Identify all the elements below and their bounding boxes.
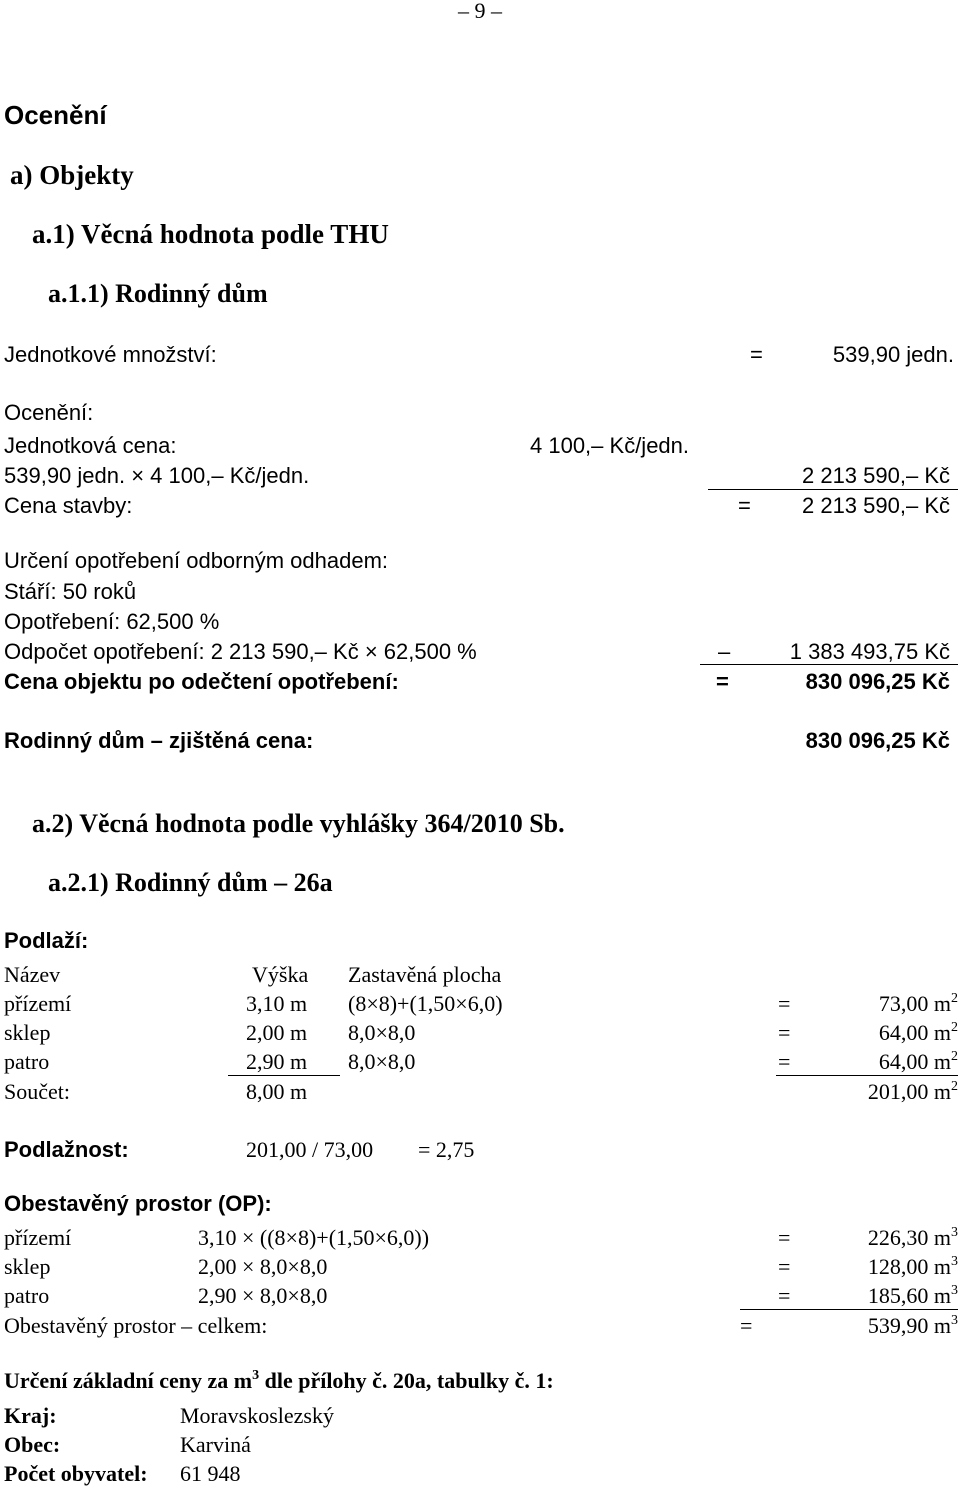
cena-stavby-eq: = <box>738 493 751 518</box>
podlazi-row-value: 64,00 m <box>878 1049 951 1074</box>
unit-exponent: 3 <box>951 1313 958 1328</box>
calc-label: 539,90 jedn. × 4 100,– Kč/jedn. <box>4 463 310 488</box>
odpocet-label: Odpočet opotřebení: 2 213 590,– Kč × 62,500 % <box>4 639 477 664</box>
zjistena-cena-label: Rodinný dům – zjištěná cena: <box>4 728 314 753</box>
op-row-eq: = <box>778 1225 791 1250</box>
jednotkove-mnozstvi-label: Jednotkové množství: <box>4 342 217 367</box>
jednotkove-mnozstvi-value: 539,90 jedn. <box>832 342 954 367</box>
heading-rodinny-dum: a.1.1) Rodinný dům <box>48 279 268 308</box>
jednotkova-cena-value: 4 100,– Kč/jedn. <box>530 433 690 458</box>
op-row-value: 185,60 m <box>867 1283 951 1308</box>
oceneni-label: Ocenění: <box>4 400 94 425</box>
soucet-height: 8,00 m <box>246 1079 308 1104</box>
calc-underline <box>708 489 958 490</box>
podlaznost-formula: 201,00 / 73,00 <box>246 1137 374 1162</box>
podlazi-row-name: přízemí <box>4 991 72 1016</box>
podlazi-label: Podlaží: <box>4 928 89 953</box>
unit-exponent: 3 <box>951 1254 958 1269</box>
podlazi-row-name: patro <box>4 1049 50 1074</box>
heading-rodinny-dum-26a: a.2.1) Rodinný dům – 26a <box>48 868 333 897</box>
heading-objekty: a) Objekty <box>10 160 134 190</box>
podlazi-row-eq: = <box>778 1020 791 1045</box>
opotrebeni-label: Opotřebení: <box>4 609 121 634</box>
jednotkove-mnozstvi-eq: = <box>750 342 763 367</box>
podlaznost-result: = 2,75 <box>418 1137 475 1162</box>
soucet-label: Součet: <box>4 1079 70 1104</box>
jednotkova-cena-label: Jednotková cena: <box>4 433 177 458</box>
cena-stavby-label: Cena stavby: <box>4 493 133 518</box>
op-total-label: Obestavěný prostor – celkem: <box>4 1313 268 1338</box>
pocet-obyvatel-value: 61 948 <box>180 1461 241 1486</box>
col-header-zastavena-plocha: Zastavěná plocha <box>348 962 502 987</box>
height-sum-underline <box>228 1075 340 1076</box>
heading-vecna-hodnota-vyhlaska: a.2) Věcná hodnota podle vyhlášky 364/2010 Sb. <box>32 809 565 838</box>
op-row-eq: = <box>778 1254 791 1279</box>
odpocet-value: 1 383 493,75 Kč <box>789 639 950 664</box>
heading-vecna-hodnota-thu: a.1) Věcná hodnota podle THU <box>32 219 389 249</box>
op-row-formula: 3,10 × ((8×8)+(1,50×6,0)) <box>198 1225 430 1250</box>
zjistena-cena-value: 830 096,25 Kč <box>805 728 950 753</box>
odpocet-sign: – <box>718 639 731 664</box>
cena-objektu-value: 830 096,25 Kč <box>805 669 950 694</box>
op-total-value: 539,90 m <box>867 1313 951 1338</box>
op-row-eq: = <box>778 1283 791 1308</box>
cena-stavby-value: 2 213 590,– Kč <box>801 493 950 518</box>
podlazi-row-formula: (8×8)+(1,50×6,0) <box>348 991 503 1016</box>
podlazi-row-value: 73,00 m <box>878 991 951 1016</box>
calc-value: 2 213 590,– Kč <box>801 463 950 488</box>
op-row-name: sklep <box>4 1254 51 1279</box>
obec-label: Obec: <box>4 1432 61 1457</box>
col-header-vyska: Výška <box>252 962 309 987</box>
unit-exponent: 2 <box>951 991 958 1006</box>
podlazi-row-formula: 8,0×8,0 <box>348 1049 416 1074</box>
podlazi-row-height: 2,00 m <box>246 1020 308 1045</box>
op-row-name: patro <box>4 1283 50 1308</box>
zakladni-cena-heading: Určení základní ceny za $m^3$ dle přílohy č. 20a, tabulky č. 1: <box>4 1368 554 1393</box>
podlazi-row-name: sklep <box>4 1020 51 1045</box>
cena-objektu-label: Cena objektu po odečtení opotřebení: <box>4 669 399 694</box>
odpocet-underline <box>700 664 958 665</box>
unit-exponent: 2 <box>951 1049 958 1064</box>
op-row-formula: 2,90 × 8,0×8,0 <box>198 1283 328 1308</box>
podlazi-row-eq: = <box>778 991 791 1016</box>
stari-value: 50 roků <box>62 579 137 604</box>
obec-value: Karviná <box>180 1432 251 1457</box>
op-row-value: 128,00 m <box>867 1254 951 1279</box>
unit-exponent: 2 <box>951 1079 958 1094</box>
page-number: – 9 – <box>458 0 502 23</box>
col-header-nazev: Název <box>4 962 61 987</box>
op-total-eq: = <box>740 1313 753 1338</box>
cena-objektu-eq: = <box>716 669 729 694</box>
area-sum-underline <box>776 1075 958 1076</box>
op-label: Obestavěný prostor (OP): <box>4 1191 272 1216</box>
pocet-obyvatel-label: Počet obyvatel: <box>4 1461 148 1486</box>
unit-exponent: 3 <box>951 1225 958 1240</box>
opotrebeni-value: 62,500 % <box>126 609 220 634</box>
op-row-name: přízemí <box>4 1225 72 1250</box>
op-row-formula: 2,00 × 8,0×8,0 <box>198 1254 328 1279</box>
unit-exponent: 2 <box>951 1020 958 1035</box>
soucet-value: 201,00 m <box>867 1079 951 1104</box>
podlazi-row-eq: = <box>778 1049 791 1074</box>
op-total-underline <box>740 1309 958 1310</box>
podlazi-row-height: 2,90 m <box>246 1049 308 1074</box>
podlaznost-label: Podlažnost: <box>4 1137 129 1162</box>
kraj-label: Kraj: <box>4 1403 57 1428</box>
podlazi-row-value: 64,00 m <box>878 1020 951 1045</box>
podlazi-row-height: 3,10 m <box>246 991 308 1016</box>
unit-exponent: 3 <box>951 1283 958 1298</box>
kraj-value: Moravskoslezský <box>180 1403 334 1428</box>
urceni-opotrebeni-label: Určení opotřebení odborným odhadem: <box>4 548 389 573</box>
podlazi-row-formula: 8,0×8,0 <box>348 1020 416 1045</box>
stari-label: Stáří: <box>4 579 57 604</box>
section-title-oceneni: Ocenění <box>4 100 107 130</box>
op-row-value: 226,30 m <box>867 1225 951 1250</box>
